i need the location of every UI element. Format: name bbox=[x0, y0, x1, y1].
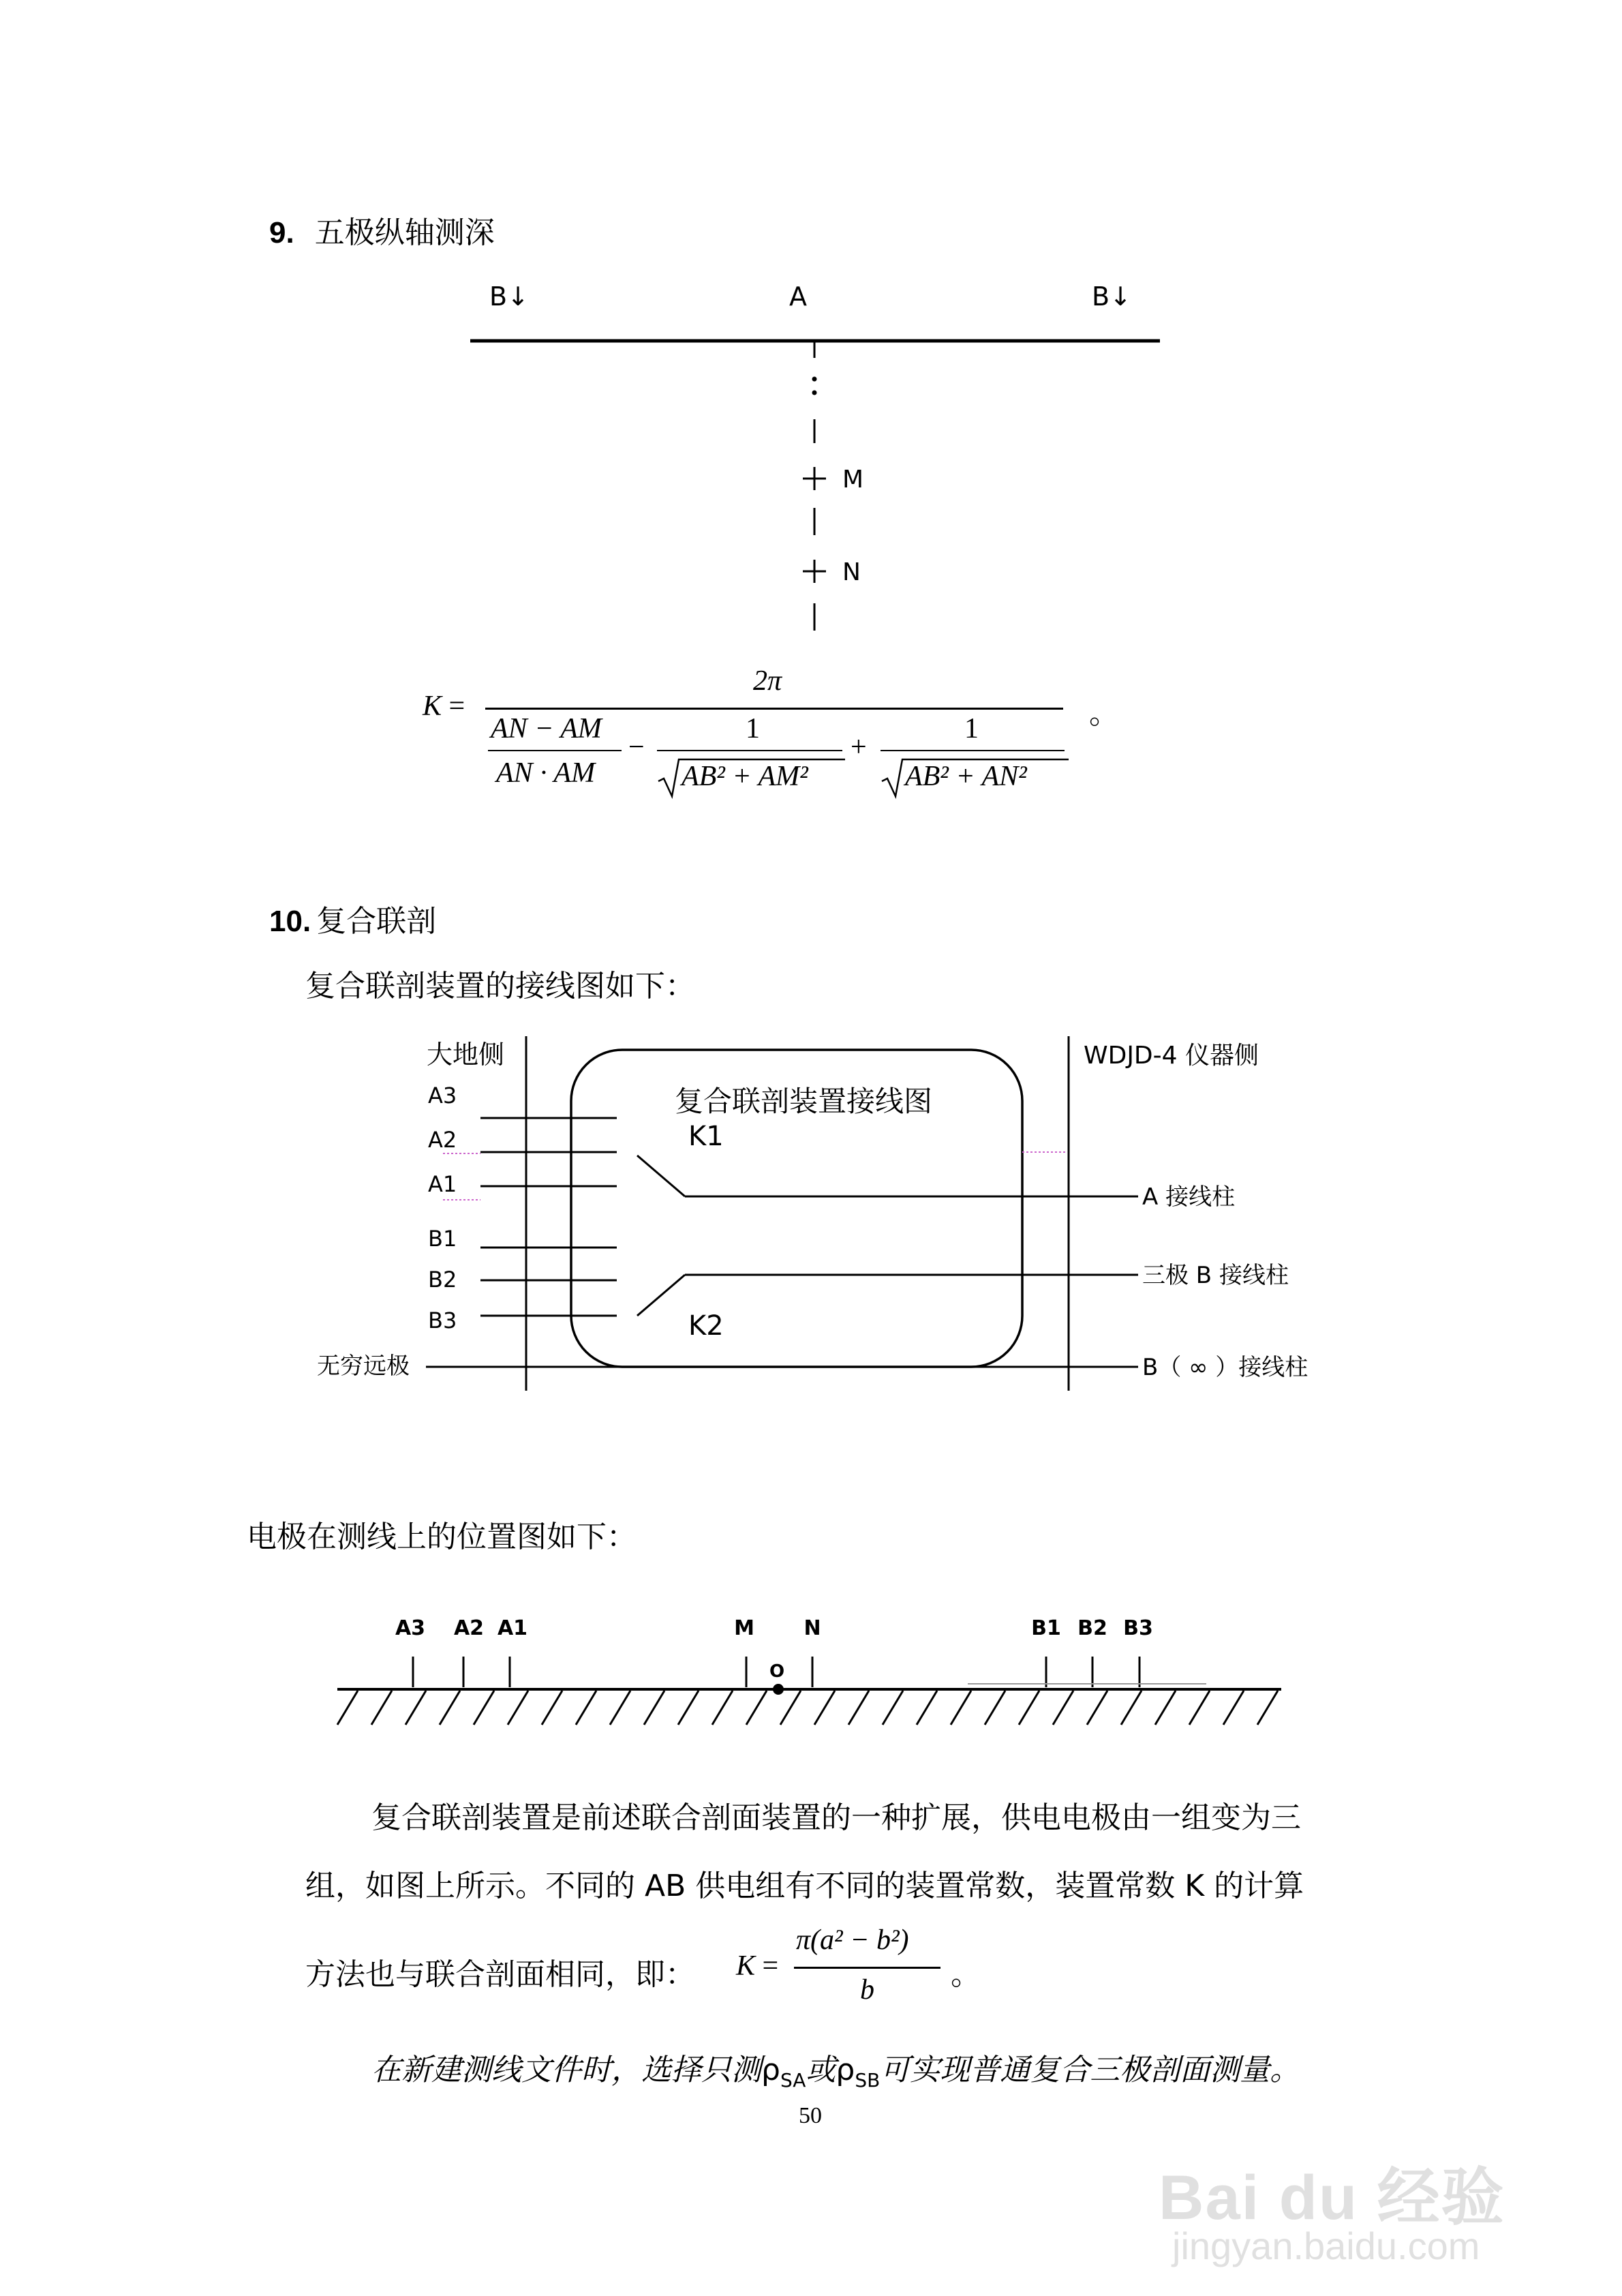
note-sb: SB bbox=[855, 2068, 881, 2091]
note-sa: SA bbox=[780, 2068, 806, 2091]
earth-side-label: 大地侧 bbox=[427, 1040, 505, 1070]
plus-sign: + bbox=[851, 731, 867, 763]
right-a-label: A 接线柱 bbox=[1142, 1183, 1236, 1211]
term3-bar bbox=[881, 750, 1065, 751]
formula2-numerator: π(a² − b²) bbox=[796, 1924, 909, 1956]
five-pole-diagram bbox=[0, 0, 1622, 818]
k1-label: K1 bbox=[688, 1121, 724, 1152]
label-infinite: 无穷远极 bbox=[317, 1353, 410, 1380]
pos-b2: B2 bbox=[1077, 1616, 1107, 1640]
label-b-left: B↓ bbox=[489, 282, 529, 312]
formula2-bar bbox=[794, 1967, 940, 1969]
right-binf-label: B（ ∞ ）接线柱 bbox=[1142, 1354, 1309, 1381]
label-a: A bbox=[789, 282, 807, 312]
para-line-2: 组，如图上所示。不同的 AB 供电组有不同的装置常数，装置常数 K 的计算 bbox=[305, 1869, 1304, 1903]
term1-bar bbox=[488, 750, 622, 751]
section-9-number: 9. bbox=[269, 216, 294, 250]
formula-lhs: K = bbox=[423, 691, 465, 722]
switch-k2 bbox=[637, 1275, 685, 1316]
para-line-3: 方法也与联合剖面相同，即： bbox=[305, 1957, 695, 1992]
pos-b3: B3 bbox=[1123, 1616, 1153, 1640]
label-b1: B1 bbox=[428, 1226, 457, 1252]
label-b-right: B↓ bbox=[1092, 282, 1131, 312]
right-b-label: 三极 B 接线柱 bbox=[1142, 1262, 1289, 1289]
switch-k1 bbox=[637, 1155, 685, 1196]
electrode-position-diagram bbox=[0, 1595, 1622, 1752]
term2-denominator: AB² + AM² bbox=[682, 761, 808, 792]
axis-dot bbox=[812, 377, 817, 382]
note-rho-sa: ρ bbox=[761, 2053, 780, 2087]
pos-b1: B1 bbox=[1031, 1616, 1061, 1640]
axis-dot bbox=[812, 391, 817, 395]
note-part2: 可实现普通复合三极剖面测量。 bbox=[880, 2053, 1300, 2087]
pos-m: M bbox=[734, 1616, 754, 1640]
section-10-title: 复合联剖 bbox=[316, 904, 437, 939]
note-rho-sb: ρ bbox=[836, 2053, 855, 2087]
minus-sign: − bbox=[628, 731, 645, 763]
wiring-intro: 复合联剖装置的接线图如下： bbox=[305, 969, 695, 1003]
main-fraction-bar bbox=[485, 708, 1063, 710]
label-m: M bbox=[842, 466, 864, 494]
box-title: 复合联剖装置接线图 bbox=[675, 1085, 933, 1118]
label-a1: A1 bbox=[428, 1171, 457, 1197]
label-a2: A2 bbox=[428, 1127, 457, 1153]
term3-numerator: 1 bbox=[964, 713, 979, 744]
watermark-url: jingyan.baidu.com bbox=[1172, 2224, 1480, 2267]
pos-o: O bbox=[769, 1661, 785, 1682]
position-intro: 电极在测线上的位置图如下： bbox=[247, 1520, 637, 1554]
instrument-side-label: WDJD-4 仪器侧 bbox=[1084, 1042, 1259, 1070]
note-or: 或 bbox=[806, 2053, 836, 2087]
term1-denominator: AN · AM bbox=[496, 757, 596, 789]
watermark-brand: Bai du 经验 bbox=[1159, 2163, 1505, 2233]
label-n: N bbox=[842, 558, 861, 586]
formula-numerator: 2π bbox=[753, 665, 782, 697]
page-number: 50 bbox=[799, 2103, 822, 2128]
formula2-end: 。 bbox=[951, 1957, 981, 1992]
pos-a3: A3 bbox=[395, 1616, 426, 1640]
para-line-1: 复合联剖装置是前述联合剖面装置的一种扩展，供电电极由一组变为三 bbox=[371, 1800, 1301, 1835]
section-10-number: 10. bbox=[269, 905, 311, 938]
formula2-denominator: b bbox=[860, 1974, 874, 2006]
section-10-heading bbox=[269, 896, 436, 940]
term1-numerator: AN − AM bbox=[491, 713, 602, 744]
note-line bbox=[371, 2045, 1300, 2091]
pos-a1: A1 bbox=[497, 1616, 528, 1640]
ground-hatching bbox=[337, 1691, 1278, 1725]
term2-bar bbox=[657, 750, 842, 751]
wiring-diagram bbox=[0, 1009, 1622, 1445]
pos-a2: A2 bbox=[453, 1616, 485, 1640]
label-b2: B2 bbox=[428, 1267, 457, 1293]
pos-n: N bbox=[804, 1616, 821, 1640]
formula2-lhs: K = bbox=[736, 1950, 779, 1982]
label-b3: B3 bbox=[428, 1308, 457, 1333]
term2-numerator: 1 bbox=[746, 713, 760, 744]
label-a3: A3 bbox=[428, 1083, 457, 1108]
k2-label: K2 bbox=[688, 1310, 724, 1342]
term3-denominator: AB² + AN² bbox=[905, 761, 1027, 792]
note-part1: 在新建测线文件时，选择只测 bbox=[371, 2053, 761, 2087]
formula-end: 。 bbox=[1089, 696, 1119, 731]
section-9-title: 五极纵轴测深 bbox=[314, 215, 495, 250]
